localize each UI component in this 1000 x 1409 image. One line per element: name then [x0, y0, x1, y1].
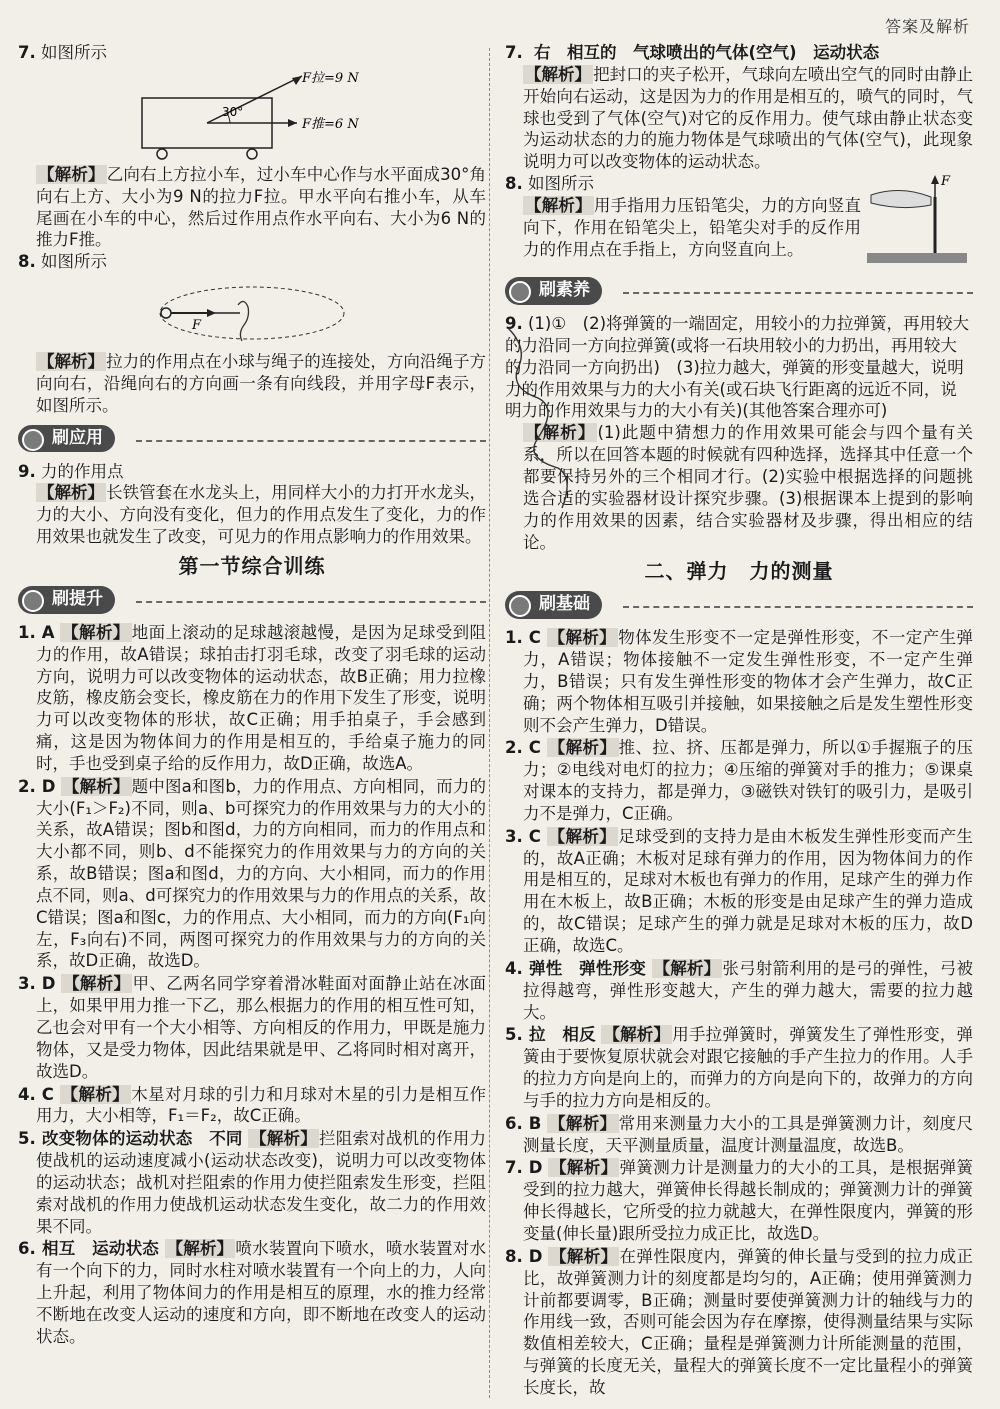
right-q9-explanation: 【解析】 (1)此题中猜想力的作用效果可能会与四个量有关系，所以在回答本题的时候就有四种选择，选择其中任意一个都要保持另外的三个相同才行。(2)实验中根据选择的问题挑选合适的实验器材设计探究步骤。(3)根据课本上提到的影响力的作用效果的因素，结合实验器材及步骤，得出相应的结论。 — [523, 423, 973, 552]
item-number: 5. — [18, 1129, 36, 1149]
section-raise: 刷提升 — [18, 584, 486, 618]
item-number: 3. — [505, 826, 523, 846]
answer-item — [18, 1084, 486, 1128]
item-explanation: 在弹性限度内，弹簧的伸长量与受到的拉力成正比，故弹簧测力计的刻度都是均匀的，A正确；使用弹簧测力计前都要调零，B正确；测量时要使弹簧测力计的轴线与力的作用线一致，否则可能会因为存在摩擦，使得测量结果与实际数值相差较大，C正确；量程是弹簧测力计所能测量的范围，与弹簧的长度无关，量程大的弹簧长度不一定比量程小的弹簧长度长，故 — [523, 1246, 974, 1397]
analysis-tag: 【解析】 — [166, 1239, 234, 1259]
item-number: 4. — [505, 958, 523, 978]
left-column — [18, 42, 486, 1349]
item-explanation: 喷水装置向下喷水，喷水装置对水有一个向下的力，同时水柱对喷水装置有一个向上的力，人向上升起，利用了物体间力的作用是相互的原理，水的推力经常不断地在改变人运动的速度和方向，即不断地在改变人的运动状态。 — [36, 1239, 487, 1346]
analysis-tag: 【解析】 — [61, 1084, 130, 1104]
answer-item — [18, 973, 486, 1082]
answer-item — [505, 958, 973, 1024]
section-basic: 刷基础 — [505, 589, 973, 623]
item-number: 6. — [18, 1239, 36, 1259]
q7-num: 7. — [18, 43, 36, 62]
item-answer: C — [528, 628, 541, 648]
analysis-tag: 【解析】 — [548, 738, 617, 758]
brush-icon — [22, 429, 44, 451]
item-number: 2. — [505, 738, 523, 758]
ball-rope-diagram — [152, 275, 352, 349]
left-q8: 8. 如图所示 — [18, 252, 107, 272]
answer-item — [505, 1246, 973, 1399]
item-answer: D — [41, 776, 56, 796]
item-answer: 改变物体的运动状态 不同 — [41, 1129, 243, 1149]
item-answer: D — [528, 1158, 543, 1178]
fig-force-label: F — [192, 318, 202, 334]
analysis-tag: 【解析】 — [38, 164, 105, 184]
item-answer: C — [41, 1084, 54, 1104]
right-q9: 9. (1)① (2)将弹簧的一端固定，用较小的力拉弹簧，再用较大的力沿同一方向拉弹簧(或将一石块用较小的力扔出，再用较大的力沿同一方向扔出) (3)拉力越大，弹簧的形变量越大，说明力的作用效果与力的大小有关(或石块飞行距离的远近不同，说明力的作用效果与力的大小有关)(其他答案合理亦可) — [505, 314, 970, 421]
analysis-tag: 【解析】 — [62, 622, 130, 642]
fig-push-label: F推=6 N — [302, 116, 359, 132]
item-explanation: 推、拉、挤、压都是弹力，所以①手握瓶子的压力；②电线对电灯的拉力；④压缩的弹簧对手的推力；⑤课桌对课本的支持力，都是弹力，③磁铁对铁钉的吸引力，是吸引力不是弹力，C正确。 — [523, 738, 973, 823]
analysis-tag: 【解析】 — [62, 776, 130, 796]
item-explanation: 题中图a和图b，力的作用点、方向相同，而力的大小(F₁＞F₂)不同，则a、b可探究力的作用效果与力的大小的关系，故A错误；图b和图d，力的方向相同，而力的作用点和大小都不同，则b、d不能探究力的作用效果与力的方向的关系，故B错误；图a和图d，力的方向、大小相同，而力的作用点不同，则a、d可探究力的作用效果与力的作用点的关系，故C错误；图a和图c，力的作用点、大小相同，而力的方向(F₁向左，F₃向右)不同，两图可探究力的作用效果与力的方向的关系，故D正确，故选D。 — [36, 776, 487, 971]
q8-explanation: 【解析】 拉力的作用点在小球与绳子的连接处，方向沿绳子方向向右，沿绳向右的方向画一条有向线段，并用字母F表示，如图所示。 — [36, 352, 487, 415]
analysis-tag: 【解析】 — [550, 1246, 618, 1266]
item-number: 7. — [505, 1158, 523, 1178]
right-q8-explanation: 【解析】 用手指用力压铅笔尖，力的方向竖直向下，作用在铅笔尖上，铅笔尖对手的反作用力的作用点在手指上，方向竖直向上。 — [523, 195, 862, 259]
right-q8-row: 8. 如图所示 【解析】 用手指用力压铅笔尖，力的方向竖直向下，作用在铅笔尖上，铅笔尖对手的反作用力的作用点在手指上，方向竖直向上。 F — [505, 173, 973, 269]
item-explanation: 张弓射箭利用的是弓的弹性，弓被拉得越弯，弹性形变越大，产生的弹力越大，需要的拉力越大。 — [523, 958, 974, 1022]
analysis-tag: 【解析】 — [550, 1158, 618, 1178]
answer-item — [505, 1024, 973, 1111]
item-answer: C — [528, 826, 541, 846]
section-apply: 刷应用 — [18, 423, 486, 457]
section-title-comprehensive: 第一节综合训练 — [178, 553, 326, 578]
answer-item — [18, 776, 486, 973]
item-number: 1. — [505, 628, 523, 648]
item-answer: C — [528, 738, 541, 758]
left-item-list — [18, 622, 486, 1348]
analysis-tag: 【解析】 — [603, 1025, 671, 1045]
column-divider — [489, 48, 490, 1398]
fig-f-label: F — [941, 174, 951, 190]
answer-item — [18, 622, 486, 775]
item-explanation: 足球受到的支持力是由木板发生弹性形变而产生的，故A正确；木板对足球有弹力的作用，因为物体间力的作用是相互的，足球对木板也有弹力的作用，足球产生的弹力作用在木板上，故B正确；木板的形变是由足球产生的弹力造成的，故C错误；足球产生的弹力就是足球对木板的压力，故D正确，故选C。 — [523, 826, 974, 955]
left-q7 — [18, 42, 486, 64]
section-literacy: 刷素养 — [505, 275, 973, 309]
page-header: 答案及解析 — [884, 17, 970, 36]
q9-explanation: 【解析】 长铁管套在水龙头上，用同样大小的力打开水龙头，力的大小、方向没有变化，但力的作用点发生了变化，力的作用效果也就发生了改变，可见力的作用点影响力的作用效果。 — [36, 483, 487, 547]
fig-pull-label: F拉=9 N — [302, 70, 359, 86]
item-explanation: 用手拉弹簧时，弹簧发生了弹性形变，弹簧由于要恢复原状就会对跟它接触的手产生拉力的作用。人手的拉力方向是向上的，而弹力的方向是向下的，故弹力的方向与手的拉力方向是相反的。 — [523, 1025, 974, 1110]
item-explanation: 木星对月球的引力和月球对木星的引力是相互作用力，大小相等，F₁＝F₂，故C正确。 — [36, 1084, 487, 1126]
answer-item — [505, 826, 973, 957]
item-number: 5. — [505, 1025, 523, 1045]
item-explanation: 拦阻索对战机的作用力使战机的运动速度减小(运动状态改变)，说明力可以改变物体的运动状态；战机对拦阻索的作用力使拦阻索发生形变，拦阻索对战机的作用力使战机运动状态发生变化，故二力的作用效果不同。 — [36, 1129, 487, 1236]
pencil-finger-diagram — [861, 173, 973, 269]
left-q9: 9. 力的作用点 — [18, 461, 124, 481]
item-explanation: 甲、乙两名同学穿着滑冰鞋面对面静止站在冰面上，如果甲用力推一下乙，那么根据力的作用的相互性可知，乙也会对甲有一个大小相等、方向相反的作用力，甲既是施力物体，又是受力物体，因此结果就是甲、乙将同时相对离开，故选D。 — [36, 974, 487, 1081]
analysis-tag: 【解析】 — [653, 958, 721, 978]
item-number: 2. — [18, 776, 36, 796]
analysis-tag: 【解析】 — [63, 974, 131, 994]
answer-item — [505, 1157, 973, 1244]
item-answer: D — [41, 974, 56, 994]
brush-icon — [509, 595, 531, 617]
section-title-elastic: 二、弹力 力的测量 — [644, 559, 834, 584]
analysis-tag: 【解析】 — [548, 1113, 617, 1133]
fig-angle-label: 30° — [222, 104, 244, 119]
item-answer: B — [528, 1113, 542, 1133]
item-number: 6. — [505, 1113, 523, 1133]
right-item-list — [505, 627, 973, 1399]
q7-answer: 如图所示 — [41, 43, 107, 62]
cart-force-diagram — [122, 66, 382, 162]
item-explanation: 常用来测量力大小的工具是弹簧测力计，刻度尺测量长度，天平测量质量，温度计测量温度，故选B。 — [523, 1113, 974, 1155]
answer-item — [505, 1113, 973, 1157]
analysis-tag: 【解析】 — [250, 1129, 317, 1149]
brush-icon — [509, 281, 531, 303]
right-q7: 7. 右 相互的 气球喷出的气体(空气) 运动状态 — [505, 43, 880, 62]
answer-item — [18, 1128, 486, 1237]
item-answer: D — [528, 1246, 543, 1266]
item-explanation: 物体发生形变不一定是弹性形变，不一定产生弹力，A错误；物体接触不一定发生弹性形变，不一定产生弹力，B错误；只有发生弹性形变的物体才会产生弹力，故C正确；两个物体相互吸引并接触，如果接触之后是发生塑性形变则不会产生弹力，D错误。 — [523, 628, 974, 735]
item-number: 1. — [18, 622, 36, 642]
right-column — [505, 42, 973, 1400]
answer-item — [505, 627, 973, 736]
analysis-tag: 【解析】 — [548, 826, 617, 846]
analysis-tag: 【解析】 — [548, 628, 617, 648]
item-number: 3. — [18, 974, 36, 994]
answer-item — [18, 1238, 486, 1347]
q7-explanation: 【解析】 乙向右上方拉小车，过小车中心作与水平面成30°角向右上方、大小为9 N的拉力F拉。甲水平向右推小车，从车尾画在小车的中心，然后过作用点作水平向右、大小为6 N的推力F推。 — [36, 164, 487, 250]
item-explanation: 弹簧测力计是测量力的大小的工具，是根据弹簧受到的拉力越大，弹簧伸长得越长制成的；弹簧测力计的弹簧伸长得越长，它所受的拉力就越大，在弹性限度内，弹簧的形变量(伸长量)跟所受拉力成正比，故选D。 — [523, 1158, 974, 1243]
item-number: 4. — [18, 1084, 36, 1104]
item-answer: 弹性 弹性形变 — [528, 958, 647, 978]
item-answer: A — [41, 622, 55, 642]
item-answer: 相互 运动状态 — [41, 1239, 160, 1259]
answer-item — [505, 737, 973, 824]
brush-icon — [22, 590, 44, 612]
item-answer: 拉 相反 — [528, 1025, 596, 1045]
item-number: 8. — [505, 1246, 523, 1266]
right-q7-explanation: 【解析】 把封口的夹子松开，气球向左喷出空气的同时由静止开始向右运动，这是因为力的作用是相互的，喷气的同时，气球也受到了气体(空气)对它的反作用力。使气球由静止状态变为运动状态的力的施力物体是气球喷出的气体(空气)，此现象说明力可以改变物体的运动状态。 — [523, 64, 974, 172]
item-explanation: 地面上滚动的足球越滚越慢，是因为足球受到阻力的作用，故A错误；球拍击打羽毛球，改变了羽毛球的运动方向，说明力可以改变物体的运动状态，故B正确；用力拉橡皮筋，橡皮筋会变长，橡皮筋在力的作用下发生了形变，说明力可以改变物体的形状，故C正确；用手拍桌子，手会感到痛，这是因为物体间力的作用是相互的，手给桌子施力的同时，手也受到桌子给的反作用力，故D正确，故选A。 — [36, 622, 487, 773]
